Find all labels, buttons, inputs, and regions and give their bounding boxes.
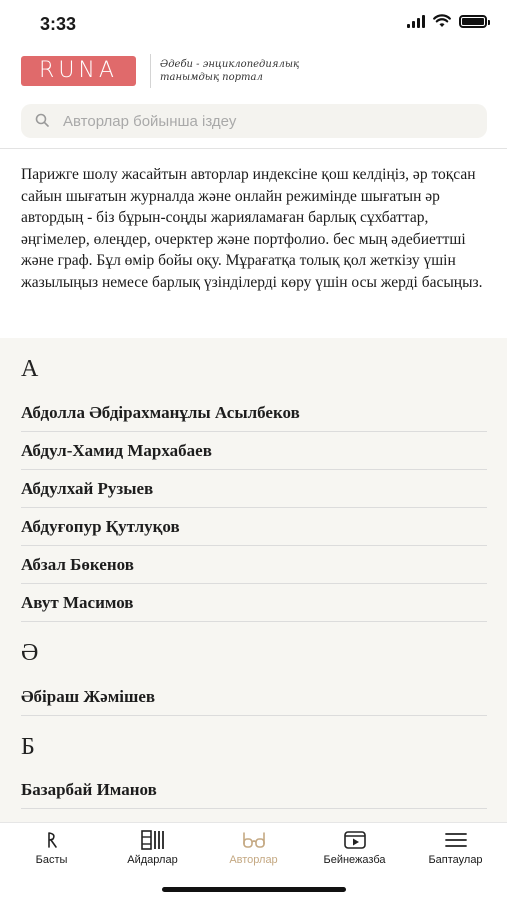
author-name: Абзал Бөкенов	[21, 555, 134, 574]
tab-video[interactable]	[304, 823, 405, 873]
app-header	[0, 50, 507, 92]
tab-label: Айдарлар	[127, 854, 178, 866]
author-index	[0, 338, 507, 822]
author-row[interactable]	[21, 771, 487, 809]
runa-logo[interactable]: RUNA	[21, 56, 136, 86]
author-name: Абдолла Әбдірахманұлы Асылбеков	[21, 403, 300, 422]
home-indicator	[162, 887, 346, 892]
portal-tagline: Әдеби - энциклопедиялық танымдық портал	[160, 59, 300, 83]
menu-icon	[443, 829, 469, 851]
author-name: Авут Масимов	[21, 593, 134, 612]
play-icon	[342, 829, 368, 851]
author-row[interactable]	[21, 432, 487, 470]
tab-home[interactable]	[1, 823, 102, 873]
author-name: Абдул-Хамид Мархабаев	[21, 441, 212, 460]
author-row[interactable]	[21, 584, 487, 622]
search-bar[interactable]	[21, 104, 487, 138]
tab-settings[interactable]	[405, 823, 506, 873]
signal-icon	[407, 14, 425, 28]
author-name: Абдуғопур Қутлуқов	[21, 517, 180, 536]
wifi-icon	[433, 14, 451, 28]
index-letter-b: Б	[21, 734, 35, 760]
tab-label: Басты	[35, 854, 68, 866]
books-icon	[140, 829, 166, 851]
tab-label: Авторлар	[229, 854, 278, 866]
index-letter-a: А	[21, 356, 39, 382]
status-icons	[407, 14, 487, 28]
index-letter-ae: Ә	[21, 640, 39, 666]
author-row[interactable]	[21, 394, 487, 432]
author-name: Әбіраш Жәмішев	[21, 687, 156, 706]
header-rule	[0, 148, 507, 149]
search-input[interactable]	[63, 104, 463, 138]
intro-text[interactable]: Парижге шолу жасайтын авторлар индексіне қош келдіңіз, әр тоқсан сайын шығатын журналда және онлайн режимінде шығатын әр автордың - біз бұрын-соңды жарияламаған барлық сұхбаттар, әңгімелер, өлеңдер, очерктер және портфолио. бес мың әдебиеттші және граф. Бұл өмір бойы оқу. Мұрағатқа толық қол жеткізу үшін жазылыңыз немесе барлық үзінділерді көру үшін осы жерді басыңыз.	[21, 166, 483, 291]
tab-categories[interactable]	[102, 823, 203, 873]
glasses-icon	[241, 829, 267, 851]
status-time: 3:33	[40, 14, 77, 34]
author-name: Базарбай Иманов	[21, 780, 157, 799]
author-row[interactable]	[21, 546, 487, 584]
author-row[interactable]	[21, 508, 487, 546]
author-name: Абдулхай Рузыев	[21, 479, 154, 498]
tab-label: Баптаулар	[428, 854, 483, 866]
author-row[interactable]	[21, 678, 487, 716]
tab-authors[interactable]	[203, 823, 304, 873]
tab-label: Бейнежазба	[323, 854, 386, 866]
author-row[interactable]	[21, 470, 487, 508]
status-bar	[0, 0, 507, 48]
header-divider	[150, 54, 151, 88]
search-icon	[35, 113, 49, 127]
battery-icon	[459, 15, 487, 28]
runa-mark-icon	[39, 829, 65, 851]
